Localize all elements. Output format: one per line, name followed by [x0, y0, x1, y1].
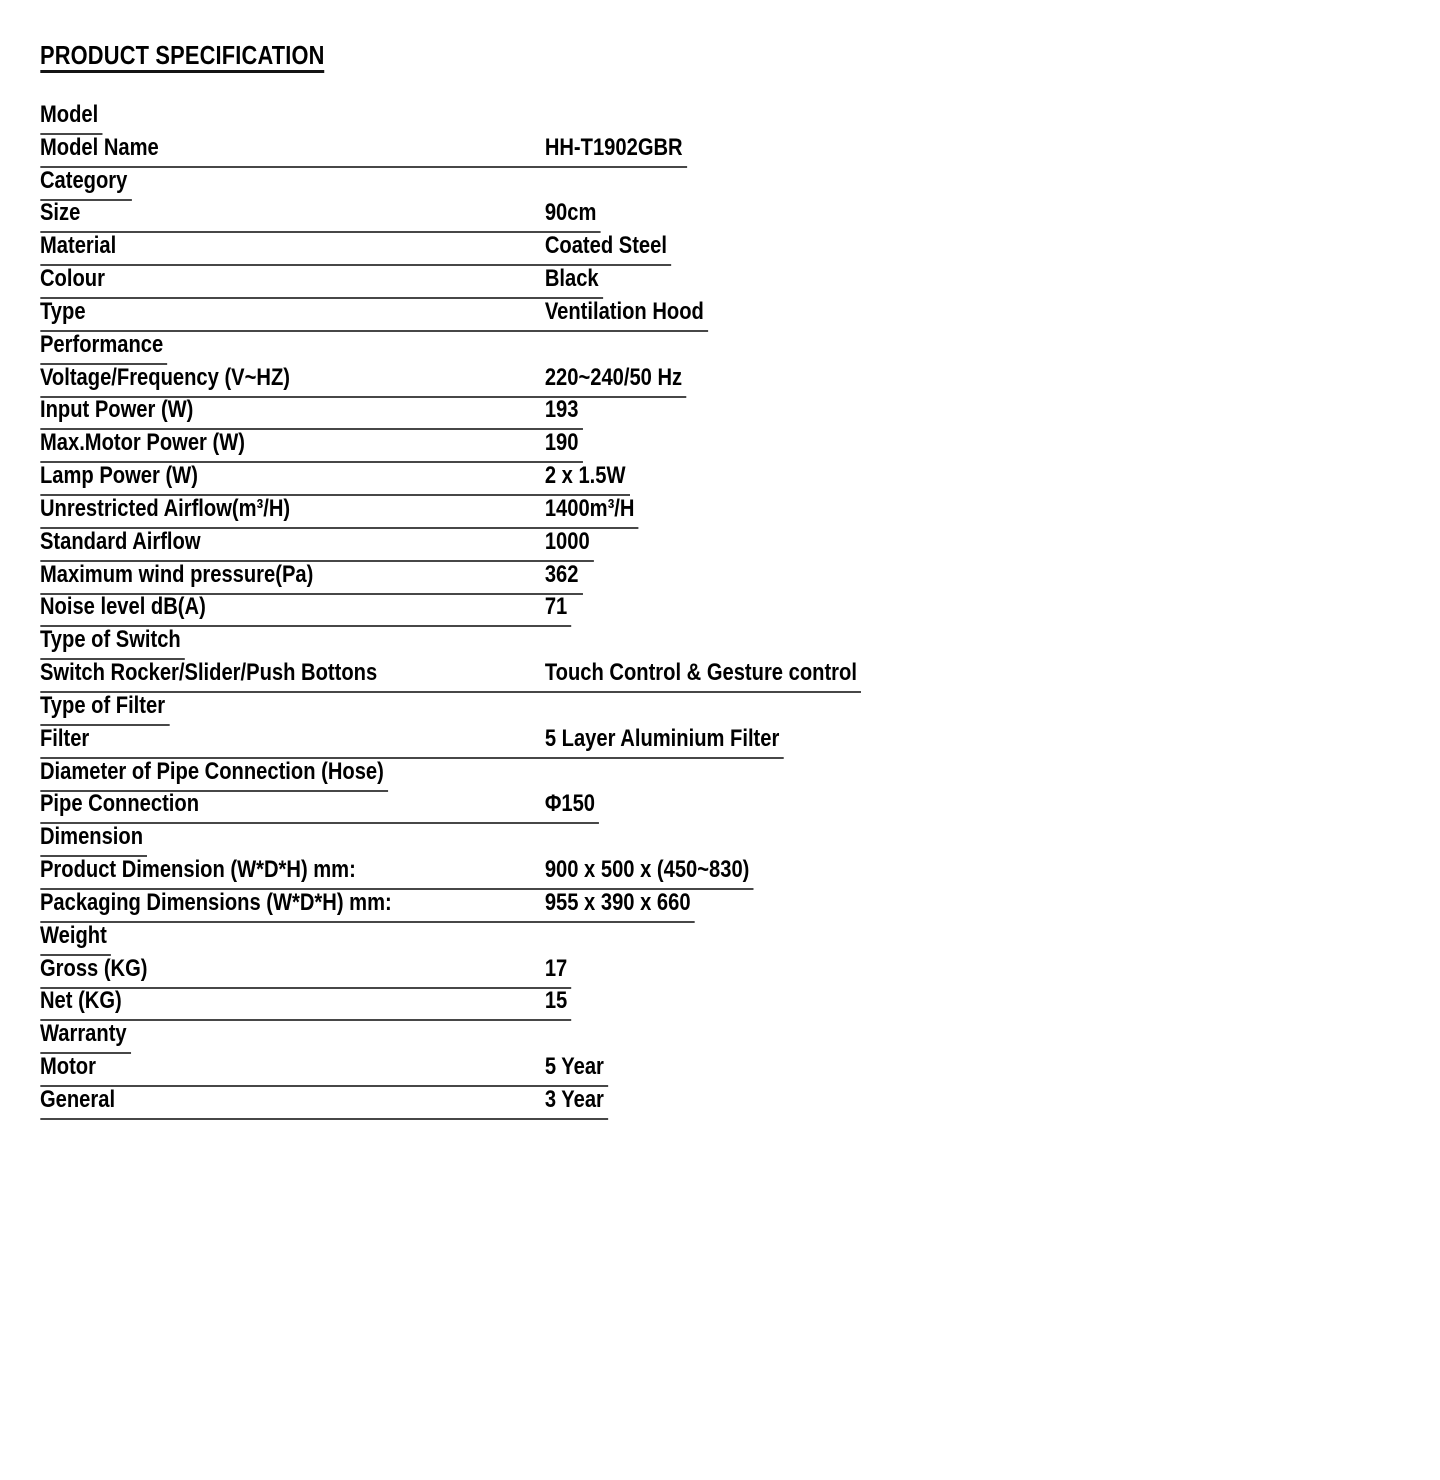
spec-value: 71 [544, 593, 568, 621]
spec-value: Black [544, 265, 599, 293]
spec-row [40, 298, 1440, 331]
spec-row [40, 232, 1440, 265]
spec-label: Input Power (W) [39, 396, 194, 424]
spec-value: Touch Control & Gesture control [544, 659, 857, 687]
section-header: Weight [39, 921, 107, 949]
spec-row [40, 561, 1440, 594]
spec-value: HH-T1902GBR [544, 133, 683, 161]
spec-label: Pipe Connection [39, 790, 200, 818]
spec-row-underline [40, 199, 601, 233]
spec-row-underline [40, 298, 708, 332]
spec-row-underline [40, 659, 861, 693]
spec-row-underline [40, 331, 167, 365]
spec-row-underline [40, 856, 754, 890]
spec-row [40, 889, 1440, 922]
page-title: PRODUCT SPECIFICATION [40, 40, 325, 73]
spec-row [40, 528, 1440, 561]
spec-row [40, 593, 1440, 626]
section-header: Dimension [39, 823, 144, 851]
section-header: Diameter of Pipe Connection (Hose) [39, 757, 384, 785]
spec-value: 15 [544, 987, 568, 1015]
spec-label: Material [39, 232, 117, 260]
section-header-row [40, 922, 1440, 955]
spec-value: 220~240/50 Hz [544, 363, 683, 391]
section-header-row [40, 758, 1440, 791]
spec-row-underline [40, 265, 603, 299]
spec-row [40, 955, 1440, 988]
spec-row-underline [40, 593, 571, 627]
spec-row-underline [40, 955, 571, 989]
spec-label: Maximum wind pressure(Pa) [39, 560, 314, 588]
spec-row [40, 1053, 1440, 1086]
spec-row-underline [40, 134, 687, 168]
spec-row [40, 856, 1440, 889]
spec-label: Voltage/Frequency (V~HZ) [39, 363, 290, 391]
spec-row-underline [40, 1086, 608, 1120]
spec-row-underline [40, 889, 695, 923]
spec-row-underline [40, 462, 630, 496]
spec-label: Product Dimension (W*D*H) mm: [39, 856, 356, 884]
spec-label: Filter [39, 724, 90, 752]
spec-sheet-content [0, 40, 1440, 1119]
spec-label: Max.Motor Power (W) [39, 429, 245, 457]
spec-label: Motor [39, 1053, 96, 1081]
spec-label: Net (KG) [39, 987, 122, 1015]
spec-row-underline [40, 167, 132, 201]
spec-label: Size [39, 199, 81, 227]
spec-row [40, 134, 1440, 167]
section-header: Warranty [39, 1020, 127, 1048]
spec-label: Unrestricted Airflow(m³/H) [39, 494, 291, 522]
spec-label: Standard Airflow [39, 527, 201, 555]
spec-row [40, 725, 1440, 758]
spec-value: 193 [544, 396, 579, 424]
spec-row [40, 987, 1440, 1020]
spec-value: 2 x 1.5W [544, 462, 626, 490]
spec-row [40, 364, 1440, 397]
spec-row-underline [40, 1053, 608, 1087]
spec-row [40, 199, 1440, 232]
spec-row-underline [40, 396, 583, 430]
spec-row-underline [40, 758, 388, 792]
spec-label: Switch Rocker/Slider/Push Bottons [39, 659, 378, 687]
spec-label: Lamp Power (W) [39, 462, 198, 490]
section-header: Performance [39, 330, 164, 358]
spec-value: 900 x 500 x (450~830) [544, 856, 750, 884]
spec-label: Type [39, 297, 86, 325]
spec-sheet [0, 40, 1440, 1119]
section-header-row [40, 692, 1440, 725]
spec-row-underline [40, 987, 571, 1021]
spec-value: Coated Steel [544, 232, 667, 260]
spec-row-underline [40, 429, 583, 463]
spec-row-underline [40, 823, 147, 857]
spec-value: 90cm [544, 199, 597, 227]
spec-row [40, 1086, 1440, 1119]
spec-value: 3 Year [544, 1085, 604, 1113]
spec-row-underline [40, 495, 639, 529]
spec-row-underline [40, 528, 594, 562]
spec-row-underline [40, 561, 583, 595]
spec-label: Noise level dB(A) [39, 593, 206, 621]
section-header-row [40, 823, 1440, 856]
section-header-row [40, 1020, 1440, 1053]
spec-label: Model Name [39, 133, 159, 161]
spec-row-underline [40, 790, 599, 824]
spec-row-underline [40, 692, 169, 726]
section-header-row [40, 167, 1440, 200]
spec-value: Φ150 [544, 790, 596, 818]
spec-value: 5 Layer Aluminium Filter [544, 724, 780, 752]
spec-value: 362 [544, 560, 579, 588]
section-header-row [40, 626, 1440, 659]
section-header: Type of Switch [39, 626, 181, 654]
section-header-row [40, 331, 1440, 364]
spec-row-underline [40, 725, 784, 759]
spec-row-underline [40, 922, 111, 956]
spec-value: 5 Year [544, 1053, 604, 1081]
spec-value: 1000 [544, 527, 590, 555]
spec-rows [40, 101, 1440, 1119]
spec-value: 17 [544, 954, 568, 982]
section-header: Type of Filter [39, 691, 166, 719]
spec-row [40, 659, 1440, 692]
spec-value: 190 [544, 429, 579, 457]
spec-row [40, 495, 1440, 528]
spec-row-underline [40, 232, 671, 266]
spec-value: Ventilation Hood [544, 297, 704, 325]
section-header-row [40, 101, 1440, 134]
spec-row [40, 396, 1440, 429]
spec-label: General [39, 1085, 116, 1113]
spec-row [40, 462, 1440, 495]
section-header: Category [39, 166, 128, 194]
section-header: Model [39, 101, 99, 128]
spec-label: Gross (KG) [39, 954, 148, 982]
spec-row [40, 790, 1440, 823]
spec-row [40, 265, 1440, 298]
spec-row-underline [40, 626, 185, 660]
spec-value: 1400m³/H [544, 494, 635, 522]
spec-label: Packaging Dimensions (W*D*H) mm: [39, 888, 392, 916]
spec-row-underline [40, 1020, 131, 1054]
spec-label: Colour [39, 265, 105, 293]
spec-row [40, 429, 1440, 462]
spec-value: 955 x 390 x 660 [544, 888, 691, 916]
spec-row-underline [40, 364, 686, 398]
spec-row-underline [40, 101, 102, 135]
